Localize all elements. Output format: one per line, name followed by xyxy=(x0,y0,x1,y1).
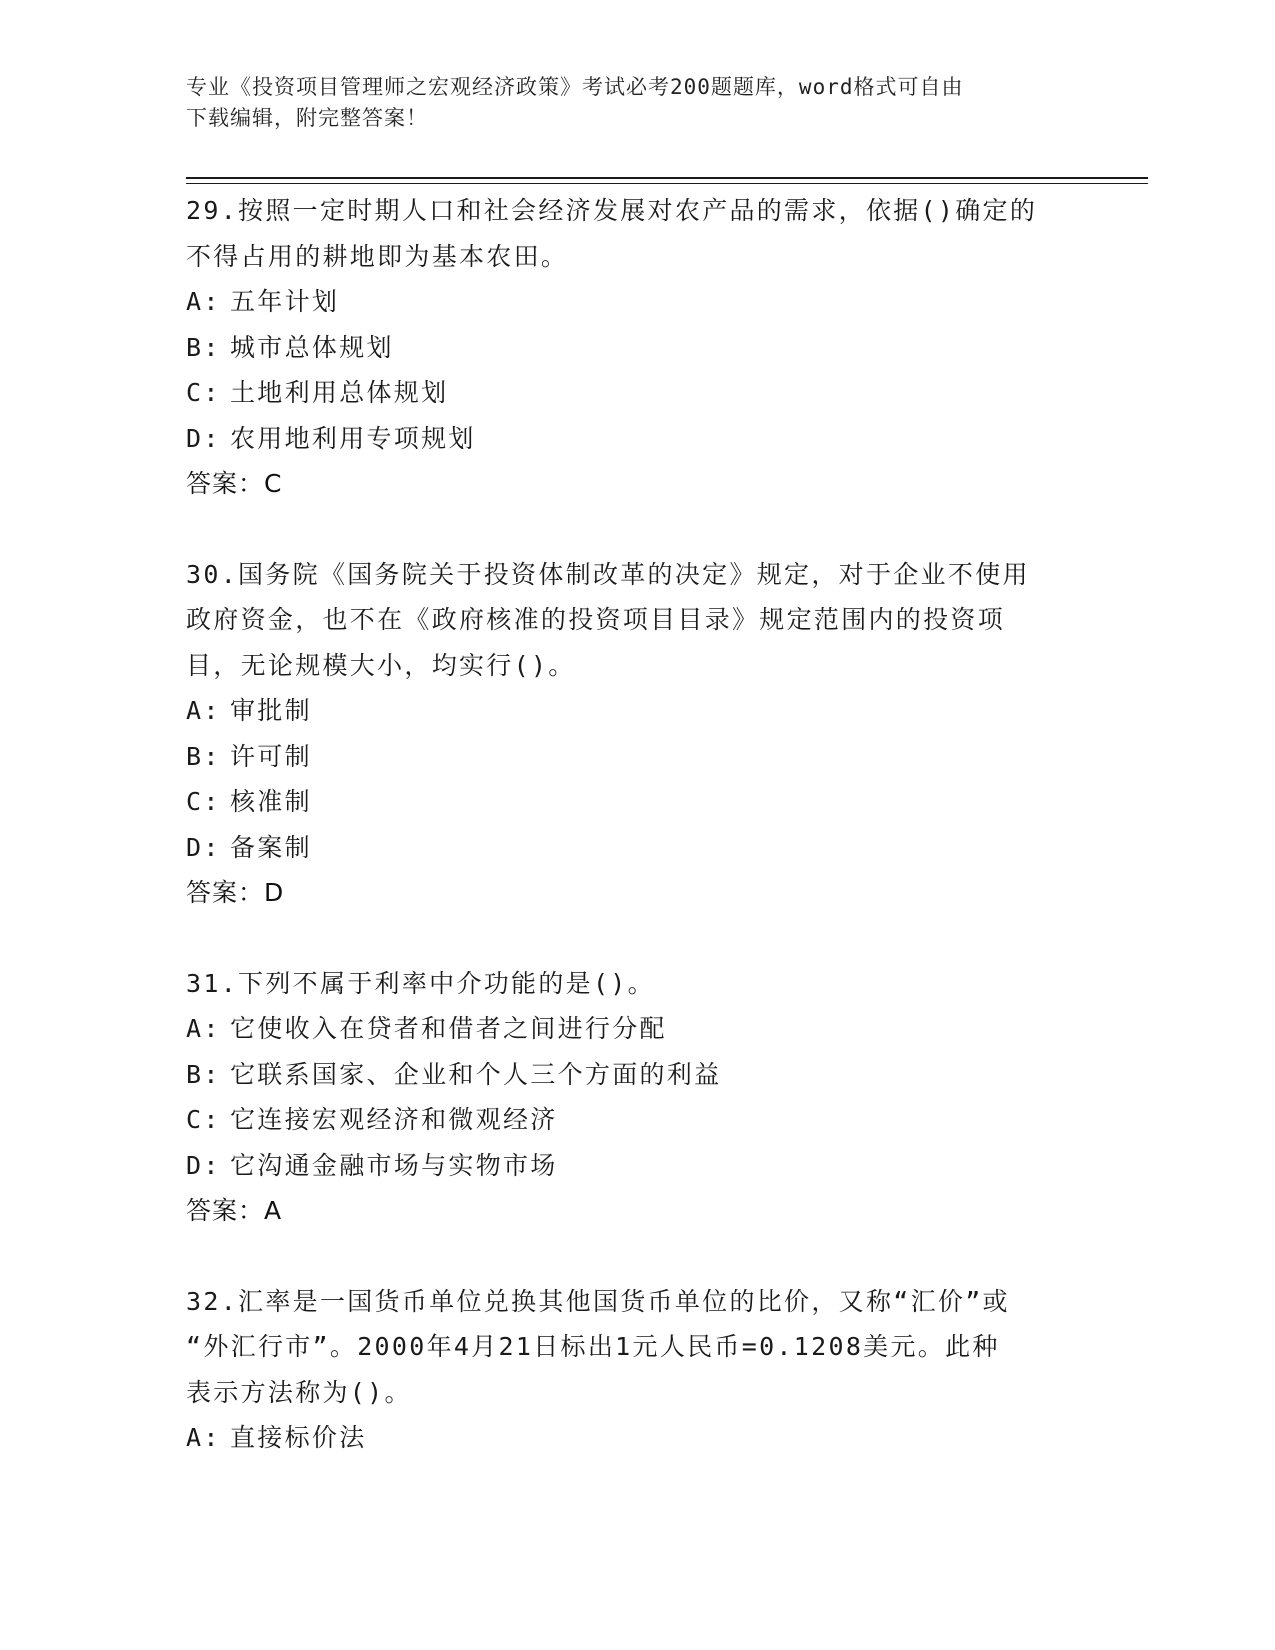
option-b xyxy=(186,325,1086,371)
question-stem-line: 29.按照一定时期人口和社会经济发展对农产品的需求，依据()确定的 xyxy=(186,196,1038,225)
option-letter: D: xyxy=(186,423,221,453)
option-letter: C: xyxy=(186,1105,221,1134)
option-text: 它连接宏观经济和微观经济 xyxy=(230,1105,558,1134)
question-stem-line: “外汇行市”。2000年4月21日标出1元人民币=0.1208美元。此种 xyxy=(186,1332,1000,1361)
option-text: 许可制 xyxy=(230,741,312,771)
option-letter: A: xyxy=(186,1014,221,1043)
option-text: 它联系国家、企业和个人三个方面的利益 xyxy=(230,1059,722,1089)
option-text: 它沟通金融市场与实物市场 xyxy=(230,1150,558,1180)
header-line-1: 专业《投资项目管理师之宏观经济政策》考试必考200题题库，word格式可自由 xyxy=(186,75,964,99)
option-text: 直接标价法 xyxy=(230,1423,367,1452)
option-a xyxy=(186,1006,1086,1052)
option-letter: A: xyxy=(186,696,221,725)
option-text: 审批制 xyxy=(230,696,312,725)
option-text: 备案制 xyxy=(230,832,312,862)
question-list xyxy=(186,188,1086,1506)
answer-line: 答案：C xyxy=(186,469,283,498)
question-stem-line: 32.汇率是一国货币单位兑换其他国货币单位的比价，又称“汇价”或 xyxy=(186,1286,1010,1316)
question-stem-line: 30.国务院《国务院关于投资体制改革的决定》规定，对于企业不使用 xyxy=(186,559,1030,589)
answer-line: 答案：A xyxy=(186,1196,283,1225)
option-text: 城市总体规划 xyxy=(230,332,394,362)
option-c xyxy=(186,370,1086,416)
question-stem-line: 目，无论规模大小，均实行()。 xyxy=(186,650,576,680)
option-letter: A: xyxy=(186,287,221,316)
option-b xyxy=(186,734,1086,780)
question-stem-line: 31.下列不属于利率中介功能的是()。 xyxy=(186,968,655,998)
question-stem-line: 表示方法称为()。 xyxy=(186,1377,412,1407)
option-b xyxy=(186,1052,1086,1098)
answer-line: 答案：D xyxy=(186,878,285,907)
option-letter: C: xyxy=(186,378,221,407)
option-a xyxy=(186,279,1086,325)
option-text: 它使收入在贷者和借者之间进行分配 xyxy=(230,1014,667,1043)
option-c xyxy=(186,779,1086,825)
option-letter: A: xyxy=(186,1423,221,1452)
question-29 xyxy=(186,188,1086,507)
option-letter: D: xyxy=(186,832,221,862)
question-31 xyxy=(186,961,1086,1234)
option-letter: D: xyxy=(186,1150,221,1180)
header-divider-thick xyxy=(186,177,1148,179)
document-header xyxy=(186,72,1066,134)
option-text: 核准制 xyxy=(230,787,312,816)
option-letter: B: xyxy=(186,1059,221,1089)
question-32 xyxy=(186,1279,1086,1461)
option-d xyxy=(186,1143,1086,1189)
option-a xyxy=(186,688,1086,734)
option-letter: B: xyxy=(186,741,221,771)
question-stem-line: 不得占用的耕地即为基本农田。 xyxy=(186,241,569,271)
header-divider-thin xyxy=(186,183,1148,184)
question-stem-line: 政府资金，也不在《政府核准的投资项目目录》规定范围内的投资项 xyxy=(186,605,1006,634)
option-d xyxy=(186,416,1086,462)
option-text: 五年计划 xyxy=(230,287,340,316)
option-text: 土地利用总体规划 xyxy=(230,378,449,407)
option-letter: C: xyxy=(186,787,221,816)
option-a xyxy=(186,1415,1086,1461)
option-d xyxy=(186,825,1086,871)
question-30 xyxy=(186,552,1086,916)
option-text: 农用地利用专项规划 xyxy=(230,423,476,453)
option-letter: B: xyxy=(186,332,221,362)
option-c xyxy=(186,1097,1086,1143)
header-line-2: 下载编辑，附完整答案！ xyxy=(186,106,428,130)
